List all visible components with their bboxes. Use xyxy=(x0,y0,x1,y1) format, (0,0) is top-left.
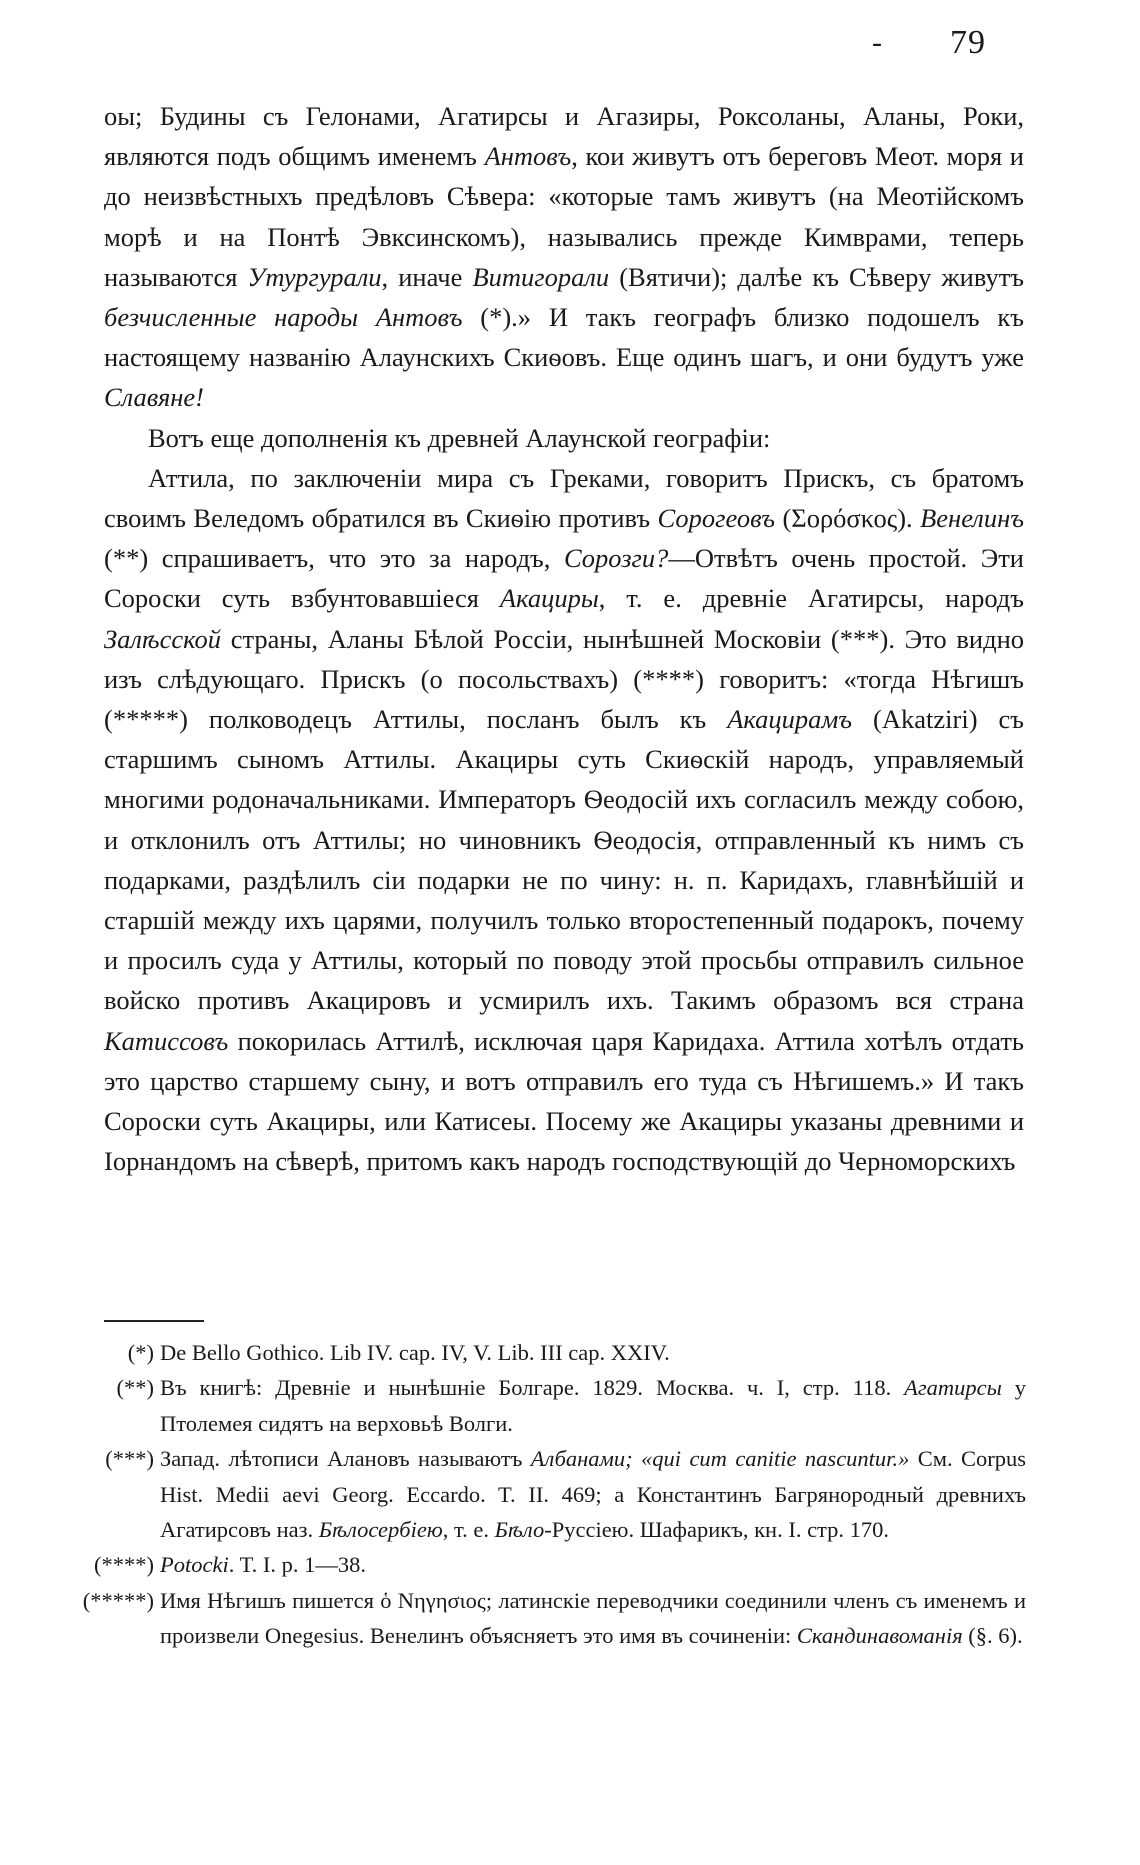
footnote-4 xyxy=(82,1547,1026,1582)
footnote-5 xyxy=(82,1583,1026,1654)
footnote-text: De Bello Gothico. Lib IV. cap. IV, V. Lib. III cap. XXIV. xyxy=(160,1340,670,1365)
footnote-text: Запад. лѣтописи Алановъ называютъ Албанами; «qui cum canitie nascuntur.» См. Corpus Hist. Medii aevi Georg. Eccardo. T. II. 469; а Константинъ Багрянородный древнихъ Агатирсовъ наз. Бѣлосербіею, т. е. Бѣло-Руссіею. Шафарикъ, кн. I. стр. 170. xyxy=(160,1446,1026,1543)
paragraph-2: Вотъ еще дополненія къ древней Алаунской географіи: xyxy=(148,422,771,453)
footnote-marker: (**) xyxy=(116,1375,154,1401)
footnote-text: Potocki. T. I. p. 1—38. xyxy=(160,1552,367,1578)
greek-term: ὁ Νηγησιος xyxy=(380,1587,486,1613)
footnote-marker: (****) xyxy=(94,1552,154,1578)
footnote-2 xyxy=(82,1370,1026,1441)
footnote-text: Въ книгѣ: Древніе и нынѣшніе Болгаре. 1829. Москва. ч. I, стр. 118. Агатирсы у Птолемея сидятъ на верховьѣ Волги. xyxy=(160,1375,1027,1436)
paragraph-3: Аттила, по заключеніи мира съ Греками, говоритъ Прискъ, съ братомъ своимъ Веледомъ обратился въ Скиѳію противъ Сорогеовъ (Σορόσκος). Венелинъ (**) спрашиваетъ, что это за народъ, Сорозги?—Отвѣтъ очень простой. Эти Сороски суть взбунтовавшіеся Акациры, т. е. древніе Агатирсы, народъ Залѣсской страны, Аланы Бѣлой Россіи, нынѣшней Московіи (***). Это видно изъ слѣдующаго. Прискъ (о посольствахъ) (****) говоритъ: «тогда Нѣгишъ (*****) полководецъ Аттилы, посланъ былъ къ Акацирамъ (Akatziri) съ старшимъ сыномъ Аттилы. Акациры суть Скиѳскій народъ, управляемый многими родоначальниками. Императоръ Ѳеодосій ихъ согласилъ между собою, и отклонилъ отъ Аттилы; но чиновникъ Ѳеодосія, отправленный къ нимъ съ подарками, раздѣлилъ сіи подарки не по чину: н. п. Каридахъ, главнѣйшій и старшій между ихъ царями, получилъ только второстепенный подарокъ, почему и просилъ суда у Аттилы, который по поводу этой просьбы отправилъ сильное войско противъ Акацировъ и усмирилъ ихъ. Такимъ образомъ вся страна Катиссовъ покорилась Аттилѣ, исключая царя Каридаха. Аттила хотѣлъ отдать это царство старшему сыну, и вотъ отправилъ его туда съ Нѣгишемъ.» И такъ Сороски суть Акациры, или Катисеы. Посему же Акациры указаны древними и Іорнандомъ на сѣверѣ, притомъ какъ народъ господствующій до Черноморскихъ xyxy=(104,462,1024,1177)
footnotes xyxy=(82,1335,1026,1654)
footnote-marker: (*****) xyxy=(82,1587,154,1613)
footnote-3 xyxy=(82,1441,1026,1547)
footnote-1 xyxy=(82,1335,1026,1370)
footnote-marker: (***) xyxy=(105,1446,154,1472)
main-text xyxy=(104,96,1024,1181)
paragraph-1: оы; Будины съ Гелонами, Агатирсы и Агазиры, Роксоланы, Аланы, Роки, являются подъ общимъ именемъ Антовъ, кои живутъ отъ береговъ Меот. моря и до неизвѣстныхъ предѣловъ Сѣвера: «которые тамъ живутъ (на Меотійскомъ морѣ и на Понтѣ Эвксинскомъ), назывались прежде Кимврами, теперь называются Утургурали, иначе Витигорали (Вятичи); далѣе къ Сѣверу живутъ безчисленные народы Антовъ (*).» И такъ географъ близко подошелъ къ настоящему названію Алаунскихъ Скиѳовъ. Еще одинъ шагъ, и они будутъ уже Славяне! xyxy=(104,101,1025,413)
footnote-marker: (*) xyxy=(127,1340,154,1365)
page-mark: - xyxy=(872,26,882,59)
footnote-text: Имя Нѣгишъ пишется ὁ Νηγησιος; латинскіе переводчики соединили членъ съ именемъ и произвели Onegesius. Венелинъ объясняетъ это имя въ сочиненіи: Скандинавоманія (§. 6). xyxy=(160,1587,1026,1649)
page-number: 79 xyxy=(950,24,986,61)
footnote-divider xyxy=(104,1320,204,1322)
